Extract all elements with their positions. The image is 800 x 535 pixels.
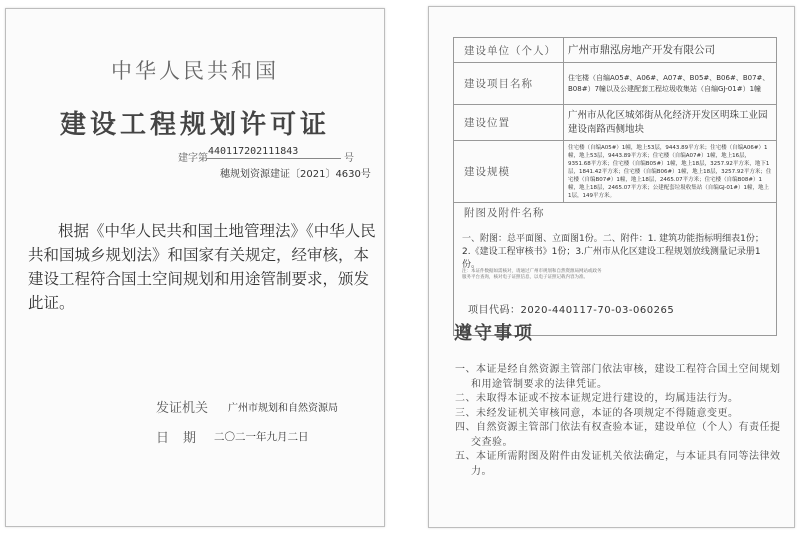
- certificate-statement: 根据《中华人民共和国土地管理法》《中华人民共和国城乡规划法》和国家有关规定，经审核，本建设工程符合国土空间规划和用途管制要求，颁发此证。: [28, 222, 376, 312]
- table-row: [454, 141, 777, 203]
- issuer-value: 广州市规划和自然资源局: [228, 403, 338, 414]
- row-value: 广州市鼎泓房地产开发有限公司: [564, 38, 777, 63]
- cert-number-label: 建字第: [178, 153, 208, 164]
- annex-note: 注：本证件数据如需核对，请通过广州市规划和自然资源局网站或政务服务平台查询，核对电子证照信息，以电子证照记载内容为准。: [462, 269, 602, 280]
- notice-item: 四、自然资源主管部门依法有权查验本证，建设单位（个人）有责任提交查验。: [455, 422, 781, 448]
- notice-list: [455, 363, 785, 479]
- row-value: 住宅楼（自编A05#）1幢，地上53层，9443.89平方米；住宅楼（自编A06#）1幢，地上53层，9443.89平方米；住宅楼（自编A07#）1幢，地上16层，9351.68平方米；住宅楼（自编B05#）1幢，地上18层，3257.92平方米，地下1层，1841.42平方米；住宅楼（自编B06#）1幢，地上18层，3257.92平方米；住宅楼（自编B07#）1幢，地上18层，2465.07平方米；住宅楼（自编B08#）1幢，地上18层，2465.07平方米；公建配套垃圾收集站（自编GJ-01#）1幢，地上1层，149平方米。: [564, 141, 777, 203]
- annex-text: 一、附图：总平面图、立面图1份。二、附件：1. 建筑功能指标明细表1份；2.《建设工程审核书》1份；3.广州市从化区建设工程规划放线测量记录册1份。: [462, 234, 764, 270]
- cert-number-suffix: 号: [344, 153, 354, 164]
- right-certificate-page: [428, 6, 795, 528]
- annex-label: 附图及附件名称: [464, 207, 545, 219]
- table-row: [454, 105, 777, 141]
- row-label: 建设规模: [454, 141, 564, 203]
- country-name: 中华人民共和国: [111, 59, 279, 83]
- row-label: 建设项目名称: [454, 63, 564, 105]
- row-label: 建设位置: [454, 105, 564, 141]
- cert-number-underline: [206, 158, 341, 159]
- notice-item: 一、本证是经自然资源主管部门依法审核，建设工程符合国土空间规划和用途管制要求的法律凭证。: [455, 364, 781, 390]
- certificate-title: 建设工程规划许可证: [59, 110, 330, 140]
- issuer-label: 发证机关: [156, 401, 209, 416]
- row-label: 建设单位（个人）: [454, 38, 564, 63]
- notice-title: 遵守事项: [454, 323, 534, 344]
- table-row: [454, 63, 777, 105]
- row-value: 住宅楼（自编A05#、A06#、A07#、B05#、B06#、B07#、B08#）7幢以及公建配套工程垃圾收集站（自编GJ-01#）1幢: [564, 63, 777, 105]
- cert-number-value: 440117202111843: [208, 146, 299, 157]
- row-value: 广州市从化区城郊街从化经济开发区明珠工业园建设南路西侧地块: [564, 105, 777, 141]
- notice-item: 二、未取得本证或不按本证规定进行建设的，均属违法行为。: [455, 393, 739, 404]
- date-label: 日期: [156, 431, 211, 446]
- notice-item: 五、本证所需附图及附件由发证机关依法确定，与本证具有同等法律效力。: [455, 451, 781, 477]
- table-row: [454, 38, 777, 63]
- project-info-table: [453, 37, 777, 336]
- project-code: 项目代码：2020-440117-70-03-060265: [468, 305, 675, 316]
- cert-document-number: 穗规划资源建证〔2021〕4630号: [220, 169, 371, 180]
- left-certificate-page: [5, 8, 385, 527]
- date-value: 二〇二一年九月二日: [214, 431, 309, 443]
- notice-item: 三、未经发证机关审核同意，本证的各项规定不得随意变更。: [455, 407, 739, 419]
